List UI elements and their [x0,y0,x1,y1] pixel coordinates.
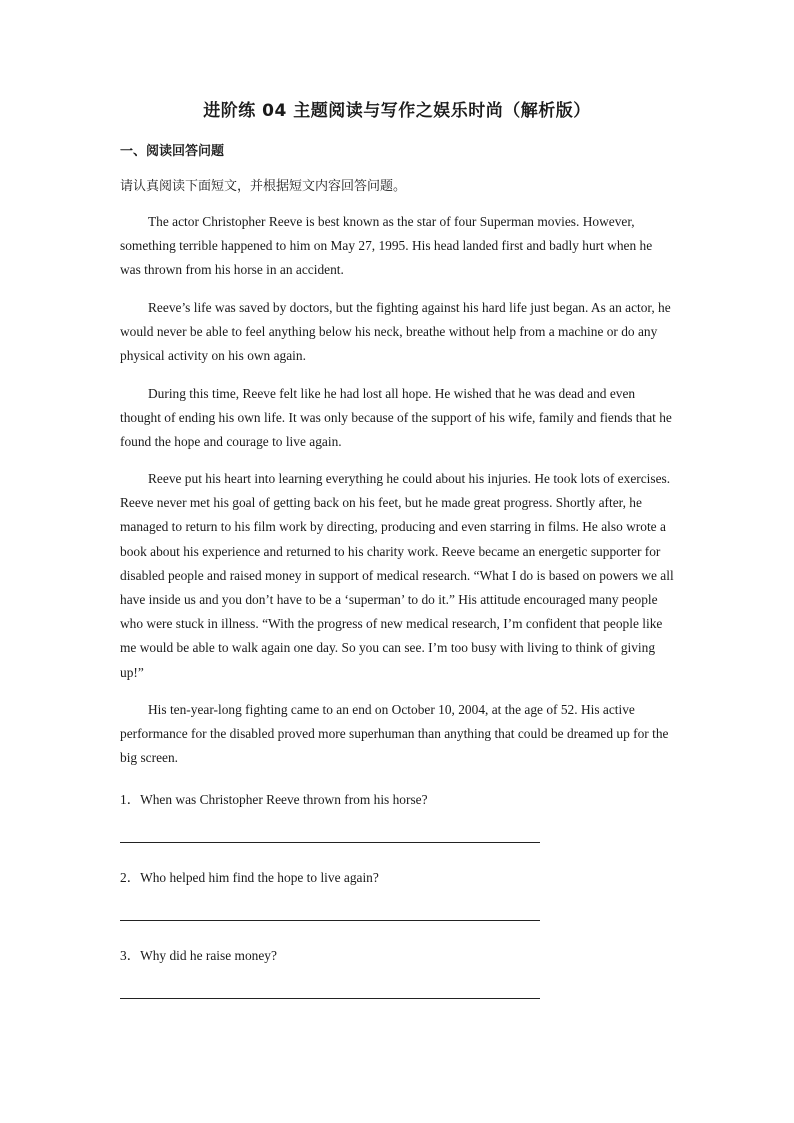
passage-paragraph-1: The actor Christopher Reeve is best known as the star of four Superman movies. However, something terrible happened to him on May 27, 1995. His head landed first and badly hurt when he was thrown from his horse in an accident. [120,214,653,278]
question-3: 3．Why did he raise money? [120,948,277,963]
section-heading: 一、阅读回答问题 [120,144,225,159]
answer-line-2[interactable] [120,920,540,921]
question-1: 1．When was Christopher Reeve thrown from his horse? [120,792,428,807]
passage-paragraph-2: Reeve’s life was saved by doctors, but the fighting against his hard life just began. As an actor, he would never be able to feel anything below his neck, breathe without help from a machine or do any physical activity on his own again. [120,300,671,364]
passage-paragraph-4: Reeve put his heart into learning everything he could about his injuries. He took lots of exercises. Reeve never met his goal of getting back on his feet, but he made great progress. Shortly after, he managed to return to his film work by directing, producing and even starring in films. He also wrote a book about his experience and returned to his charity work. Reeve became an energetic supporter for disabled people and raised money in support of medical research. “What I do is based on powers we all have inside us and you don’t have to be a ‘superman’ to do it.” His attitude encouraged many people who were stuck in illness. “With the progress of new medical research, I’m confident that people like me would be able to walk again one day. So you can see. I’m too busy with living to think of giving up!” [120,471,674,680]
page-title: 进阶练 04 主题阅读与写作之娱乐时尚（解析版） [203,101,591,121]
question-2: 2．Who helped him find the hope to live again? [120,870,379,885]
answer-line-3[interactable] [120,998,540,999]
passage-paragraph-5: His ten-year-long fighting came to an end on October 10, 2004, at the age of 52. His active performance for the disabled proved more superhuman than anything that could be dreamed up for the big screen. [120,702,669,766]
passage-paragraph-3: During this time, Reeve felt like he had lost all hope. He wished that he was dead and even thought of ending his own life. It was only because of the support of his wife, family and fiends that he found the hope and courage to live again. [120,386,672,450]
answer-line-1[interactable] [120,842,540,843]
instruction-text: 请认真阅读下面短文，并根据短文内容回答问题。 [120,179,407,194]
